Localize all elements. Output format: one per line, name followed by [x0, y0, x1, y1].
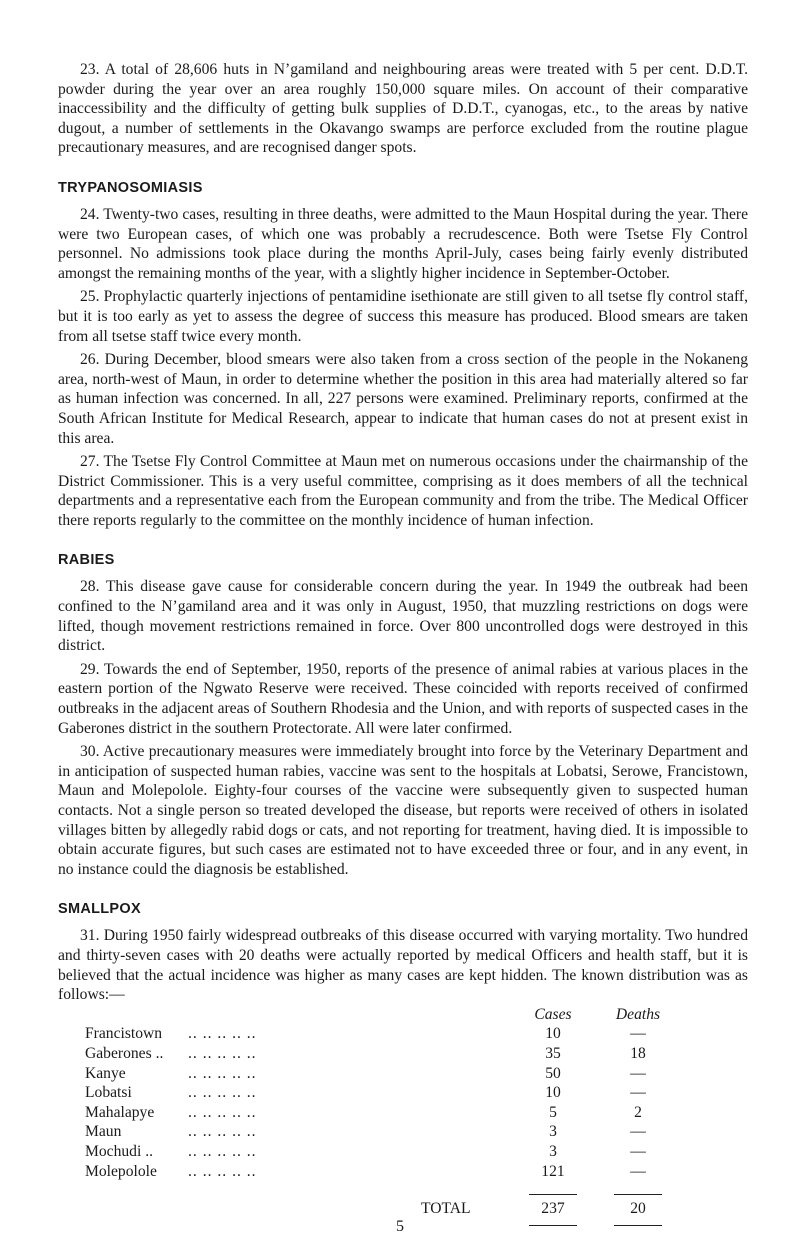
cases-value: 10 — [545, 1025, 561, 1043]
cases-value: 3 — [549, 1142, 557, 1160]
leader-dots: .. .. .. .. .. — [188, 1025, 257, 1043]
leader-dots: .. .. .. .. .. — [188, 1123, 257, 1141]
table-row — [58, 1122, 748, 1142]
deaths-value: — — [630, 1142, 646, 1160]
page-content — [58, 60, 748, 1235]
deaths-value: — — [630, 1025, 646, 1043]
paragraph-29: 29. Towards the end of September, 1950, reports of the presence of animal rabies at various places in the eastern portion of the Ngwato Reserve were received. These coincided with reports received of confirmed outbreaks in the adjacent areas of Southern Rhodesia and the Union, and with reports of suspected cases in the Gaberones district in the southern Protectorate. All were later confirmed. — [58, 660, 748, 737]
place-name: Maun — [85, 1123, 122, 1141]
place-name: Francistown — [85, 1025, 163, 1043]
place-name: Gaberones .. — [85, 1044, 164, 1062]
table-row — [58, 1064, 748, 1084]
section-heading-trypanosomiasis: TRYPANOSOMIASIS — [58, 179, 203, 196]
cases-value: 3 — [549, 1123, 557, 1141]
deaths-value: 18 — [630, 1044, 646, 1062]
paragraph-27: 27. The Tsetse Fly Control Committee at Maun met on numerous occasions under the chairmanship of the District Commissioner. This is a very useful committee, comprising as it does members of all the technical departments and a representative each from the European community and from the tribe. The Medical Officer there reports regularly to the committee on the monthly incidence of human infection. — [58, 453, 748, 529]
place-name: Lobatsi — [85, 1084, 132, 1102]
cases-value: 121 — [541, 1162, 565, 1180]
table-body — [58, 1024, 748, 1181]
paragraph-23: 23. A total of 28,606 huts in N’gamiland and neighbouring areas were treated with 5 per cent. D.D.T. powder during the year over an area roughly 150,000 square miles. On account of their comparative inaccessibility and the difficulty of getting bulk supplies of D.D.T., cyanogas, etc., to the areas by native dugout, a number of settlements in the Okavango swamps are perforce excluded from the routine plague precautionary measures, and are recognised danger spots. — [58, 61, 748, 157]
paragraph-25: 25. Prophylactic quarterly injections of pentamidine isethionate are still given to all tsetse fly control staff, but it is too early as yet to assess the degree of success this measure has produced. Blood smears are taken from all tsetse staff twice every month. — [58, 288, 748, 345]
paragraph-26: 26. During December, blood smears were also taken from a cross section of the people in the Nokaneng area, north-west of Maun, in order to determine whether the position in this area had materially altered so far as human infection was concerned. In all, 227 persons were examined. Preliminary reports, confirmed at the South African Institute for Medical Research, appear to indicate that human cases do not at present exist in this area. — [58, 351, 748, 447]
table-row — [58, 1024, 748, 1044]
cases-value: 35 — [545, 1044, 561, 1062]
deaths-value: — — [630, 1064, 646, 1082]
table-row — [58, 1142, 748, 1162]
paragraph-30: 30. Active precautionary measures were immediately brought into force by the Veterinary Department and in anticipation of suspected human rabies, vaccine was sent to the hospitals at Lobatsi, Serowe, Francistown, Maun and Molepolole. Eighty-four courses of the vaccine were subsequently given to suspected human contacts. Not a single person so treated developed the disease, but reports were received of others in isolated villages bitten by allegedly rabid dogs or cats, and not reporting for treatment, having died. It is impossible to obtain accurate figures, but such cases are estimated not to have exceeded three or four, and in any event, in no instance could the diagnosis be established. — [58, 743, 748, 878]
deaths-value: — — [630, 1162, 646, 1180]
deaths-value: — — [630, 1123, 646, 1141]
total-deaths: 20 — [630, 1200, 646, 1218]
section-heading-smallpox: SMALLPOX — [58, 901, 141, 918]
section-heading-rabies: RABIES — [58, 552, 115, 569]
deaths-total-rule-top — [614, 1194, 662, 1195]
cases-column-header: Cases — [534, 1005, 572, 1023]
leader-dots: .. .. .. .. .. — [188, 1064, 257, 1082]
place-name: Mahalapye — [85, 1103, 155, 1121]
table-row — [58, 1103, 748, 1123]
paragraph-28: 28. This disease gave cause for considerable concern during the year. In 1949 the outbreak had been confined to the N’gamiland area and it was only in August, 1950, that muzzling restrictions on dogs were lifted, though movement restrictions remained in force. Over 800 uncontrolled dogs were destroyed in this district. — [58, 578, 748, 655]
leader-dots: .. .. .. .. .. — [188, 1162, 257, 1180]
deaths-column-header: Deaths — [615, 1005, 661, 1023]
cases-value: 50 — [545, 1064, 561, 1082]
paragraph-31: 31. During 1950 fairly widespread outbreaks of this disease occurred with varying mortality. Two hundred and thirty-seven cases with 20 deaths were actually reported by medical Officers and health staff, but it is believed that the actual incidence was higher as many cases are kept hidden. The known distribution was as follows:— — [58, 927, 748, 1004]
table-header-row — [58, 1005, 748, 1025]
table-row — [58, 1083, 748, 1103]
leader-dots: .. .. .. .. .. — [188, 1142, 257, 1160]
leader-dots: .. .. .. .. .. — [188, 1103, 257, 1121]
deaths-value: 2 — [634, 1103, 642, 1121]
table-row — [58, 1162, 748, 1182]
page-number: 5 — [396, 1218, 404, 1235]
deaths-value: — — [630, 1084, 646, 1102]
cases-value: 10 — [545, 1084, 561, 1102]
cases-total-rule-top — [529, 1194, 577, 1195]
smallpox-distribution-table — [58, 1005, 748, 1235]
place-name: Kanye — [85, 1064, 126, 1082]
place-name: Molepolole — [85, 1162, 157, 1180]
paragraph-24: 24. Twenty-two cases, resulting in three deaths, were admitted to the Maun Hospital during the year. There were two European cases, of which one was probably a recrudescence. Both were Tsetse Fly Control personnel. No admissions took place during the months April-July, cases being fairly evenly distributed amongst the remaining months of the year, with a slightly higher incidence in September-October. — [58, 205, 748, 282]
table-row — [58, 1044, 748, 1064]
place-name: Mochudi .. — [85, 1142, 154, 1160]
cases-value: 5 — [549, 1103, 557, 1121]
leader-dots: .. .. .. .. .. — [188, 1084, 257, 1102]
leader-dots: .. .. .. .. .. — [188, 1044, 257, 1062]
total-cases: 237 — [541, 1200, 565, 1218]
total-label: TOTAL — [421, 1200, 471, 1218]
